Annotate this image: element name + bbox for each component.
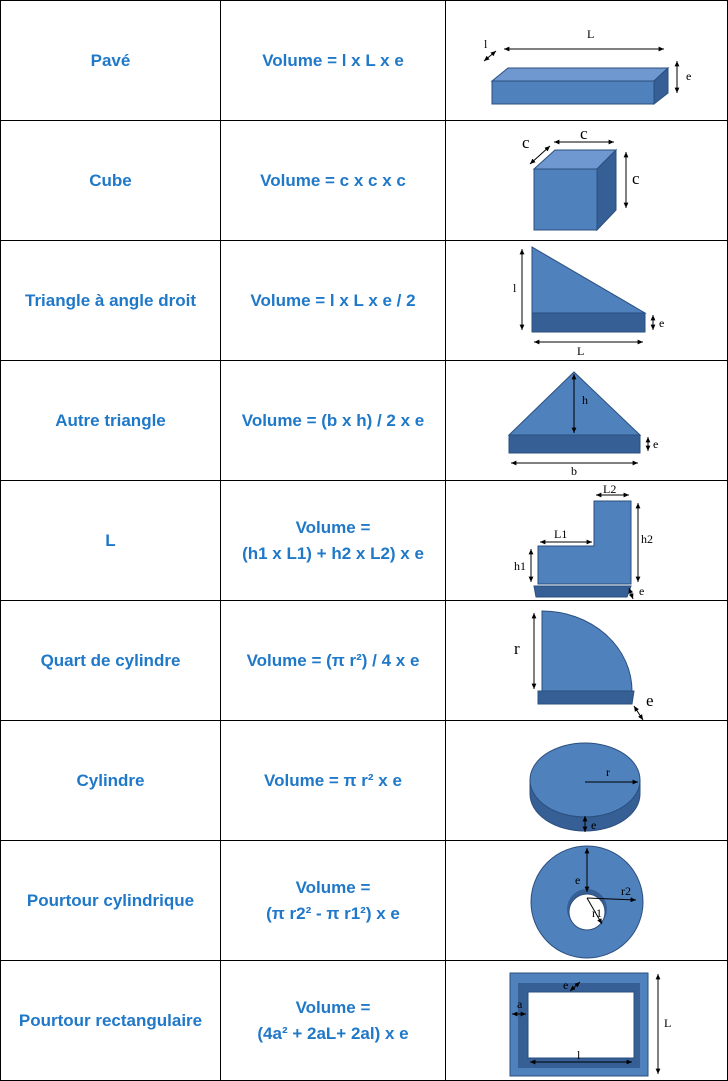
shape-figure <box>446 961 728 1081</box>
label-l: l <box>484 36 488 51</box>
formula-line: Volume = (b x h) / 2 x e <box>241 410 425 430</box>
label-e: e <box>653 436 659 451</box>
volume-formula <box>221 721 446 841</box>
rectangular-frame-diagram <box>446 962 728 1080</box>
shape-name: Cylindre <box>1 721 221 841</box>
volume-formula <box>221 241 446 361</box>
shape-name: Pourtour cylindrique <box>1 841 221 961</box>
label-e: e <box>646 690 654 710</box>
formula-line: Volume = (π r²) / 4 x e <box>246 650 420 670</box>
label-e: e <box>563 977 569 992</box>
table-row <box>1 601 728 721</box>
l-shape-diagram <box>446 482 728 600</box>
label-e: e <box>575 872 581 887</box>
formula-line: Volume = π r² x e <box>264 770 402 790</box>
label-e: e <box>639 583 645 598</box>
table-row <box>1 481 728 601</box>
label-r: r <box>606 764 610 779</box>
label-b: b <box>571 463 577 478</box>
shape-name: L <box>1 481 221 601</box>
formula-line: Volume = c x c x c <box>260 170 406 190</box>
label-L: L <box>577 343 585 358</box>
formula-line: (4a² + 2aL+ 2al) x e <box>257 1023 409 1043</box>
label-a: a <box>517 996 523 1011</box>
label-h: h <box>582 392 588 407</box>
label-L: L <box>664 1015 672 1030</box>
volume-formula <box>221 121 446 241</box>
volume-formula <box>221 1 446 121</box>
shape-name: Autre triangle <box>1 361 221 481</box>
label-L: L <box>587 26 595 41</box>
shape-name: Pourtour rectangulaire <box>1 961 221 1081</box>
label-e: e <box>591 817 597 832</box>
shape-figure <box>446 1 728 121</box>
formula-line: Volume = l x L x e <box>262 50 404 70</box>
shape-figure <box>446 841 728 961</box>
formula-line: Volume = <box>295 997 371 1017</box>
cube-diagram <box>446 122 728 240</box>
volume-formula <box>221 961 446 1081</box>
volume-formula <box>221 841 446 961</box>
shape-figure <box>446 361 728 481</box>
table-row <box>1 961 728 1081</box>
volume-formula <box>221 601 446 721</box>
shape-name: Quart de cylindre <box>1 601 221 721</box>
right-triangle-diagram <box>446 242 728 360</box>
label-r2: r2 <box>621 883 631 898</box>
triangle-diagram <box>446 362 728 480</box>
volume-formula <box>221 481 446 601</box>
table-row <box>1 721 728 841</box>
table-row <box>1 1 728 121</box>
label-l: l <box>513 280 517 295</box>
formula-line: Volume = l x L x e / 2 <box>250 290 416 310</box>
shape-figure <box>446 121 728 241</box>
label-e: e <box>686 68 692 83</box>
label-L1: L1 <box>554 526 568 541</box>
label-l: l <box>577 1047 581 1062</box>
quarter-cylinder-diagram <box>446 602 728 720</box>
shape-figure <box>446 721 728 841</box>
formula-line: Volume = <box>295 877 371 897</box>
shape-figure <box>446 481 728 601</box>
table-row <box>1 841 728 961</box>
hollow-cylinder-diagram <box>446 842 728 960</box>
formula-line: (π r2² - π r1²) x e <box>266 903 400 923</box>
formula-line: (h1 x L1) + h2 x L2) x e <box>242 543 424 563</box>
label-h1: h1 <box>514 558 526 573</box>
cylinder-diagram <box>446 722 728 840</box>
shape-name: Triangle à angle droit <box>1 241 221 361</box>
cuboid-diagram <box>446 2 728 120</box>
shape-figure <box>446 241 728 361</box>
label-r: r <box>514 638 520 658</box>
label-r1: r1 <box>592 905 602 920</box>
table-row <box>1 121 728 241</box>
label-c: c <box>632 168 640 188</box>
label-e: e <box>659 315 665 330</box>
volume-formula <box>221 361 446 481</box>
formula-line: Volume = <box>295 517 371 537</box>
label-c: c <box>580 123 588 143</box>
shape-figure <box>446 601 728 721</box>
shape-name: Pavé <box>1 1 221 121</box>
label-c: c <box>522 132 530 152</box>
shape-name: Cube <box>1 121 221 241</box>
table-row <box>1 361 728 481</box>
label-L2: L2 <box>603 481 617 496</box>
table-row <box>1 241 728 361</box>
label-h2: h2 <box>641 531 653 546</box>
